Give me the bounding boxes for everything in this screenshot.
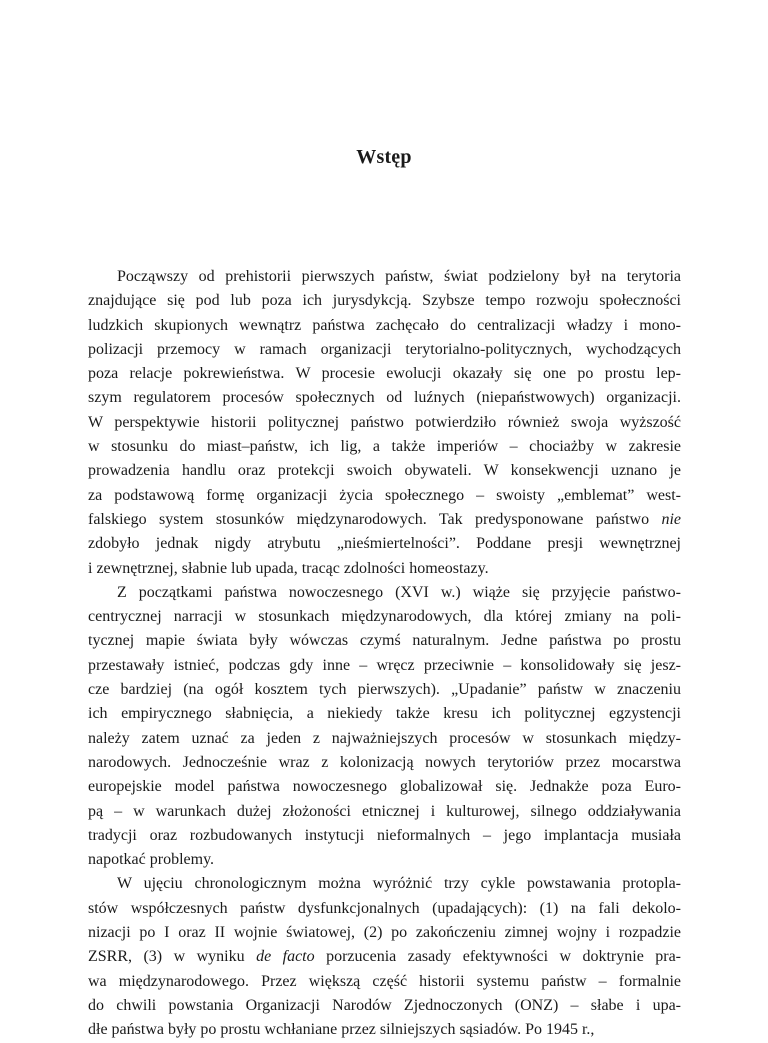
text-line: napotkać problemy. — [88, 851, 215, 869]
text-line: szym regulatorem procesów społecznych od luźnych (niepaństwowych) organizacji. — [88, 389, 681, 407]
text-line: W ujęciu chronologicznym można wyróżnić trzy cykle powstawania protopla- — [117, 875, 681, 893]
text-line: prowadzenia handlu oraz protekcji swoich obywateli. W konsekwencji uznano je — [88, 462, 681, 480]
text-line: ich empirycznego słabnięcia, a niekiedy także kresu ich politycznej egzystencji — [88, 705, 681, 723]
text-line: przestawały istnieć, podczas gdy inne – wręcz przeciwnie – konsolidowały się jesz- — [88, 656, 681, 674]
text-line: dłe państwa były po prostu wchłaniane przez silniejszych sąsiadów. Po 1945 r., — [88, 1021, 595, 1039]
text-line: tycznej mapie świata były wówczas czymś naturalnym. Jedne państwa po prostu — [88, 632, 681, 650]
paragraph — [88, 581, 681, 873]
text-line: W perspektywie historii politycznej państwo potwierdziło również swoja wyższość — [88, 413, 681, 431]
paragraph — [88, 265, 681, 581]
text-line: poza relacje pokrewieństwa. W procesie ewolucji okazały się one po prostu lep- — [88, 365, 681, 383]
text-line: tradycji oraz rozbudowanych instytucji nieformalnych – jego implantacja musiała — [88, 826, 681, 844]
text-line: nizacji po I oraz II wojnie światowej, (2) po zakończeniu zimnej wojny i rozpadzie — [88, 924, 681, 942]
text-line: ZSRR, (3) w wyniku de facto porzucenia zasady efektywności w doktrynie pra- — [88, 948, 682, 966]
text-line: centrycznej narracji w stosunkach międzynarodowych, dla której zmiany na poli- — [88, 608, 681, 626]
text-line: w stosunku do miast–państw, ich lig, a także imperiów – chociażby w zakresie — [88, 438, 681, 456]
text-line: do chwili powstania Organizacji Narodów Zjednoczonych (ONZ) – słabe i upa- — [88, 996, 681, 1014]
body-text — [88, 265, 681, 1043]
text-line: pą – w warunkach dużej złożoności etnicznej i kulturowej, silnego oddziaływania — [88, 802, 681, 820]
text-line: za podstawową formę organizacji życia społecznego – swoisty „emblemat” west- — [88, 486, 681, 504]
text-line: należy zatem uznać za jeden z najważniejszych procesów w stosunkach między- — [88, 729, 681, 747]
text-line: Począwszy od prehistorii pierwszych państw, świat podzielony był na terytoria — [117, 268, 681, 285]
text-line: polizacji przemocy w ramach organizacji terytorialno-politycznych, wychodzących — [88, 340, 681, 358]
text-line: cze bardziej (na ogół kosztem tych pierwszych). „Upadanie” państw w znaczeniu — [88, 681, 681, 699]
text-line: narodowych. Jednocześnie wraz z kolonizacją nowych terytoriów przez mocarstwa — [88, 753, 681, 771]
text-line: znajdujące się pod lub poza ich jurysdykcją. Szybsze tempo rozwoju społeczności — [88, 292, 681, 310]
text-line: europejskie model państwa nowoczesnego globalizował się. Jednakże poza Euro- — [88, 778, 681, 796]
text-line: wa międzynarodowego. Przez większą część historii systemu państw – formalnie — [88, 972, 681, 990]
page-title: Wstęp — [356, 146, 412, 168]
text-line: stów współczesnych państw dysfunkcjonalnych (upadających): (1) na fali dekolo- — [88, 899, 681, 917]
text-line: i zewnętrznej, słabnie lub upada, tracąc zdolności homeostazy. — [88, 559, 489, 577]
text-line: ludzkich skupionych wewnątrz państwa zachęcało do centralizacji władzy i mono- — [88, 316, 681, 334]
text-line: Z początkami państwa nowoczesnego (XVI w.) wiąże się przyjęcie państwo- — [117, 583, 681, 601]
paragraph — [88, 872, 681, 1042]
text-line: falskiego system stosunków międzynarodowych. Tak predysponowane państwo nie — [88, 510, 681, 528]
text-line: zdobyło jednak nigdy atrybutu „nieśmiertelności”. Poddane presji wewnętrznej — [88, 535, 681, 553]
